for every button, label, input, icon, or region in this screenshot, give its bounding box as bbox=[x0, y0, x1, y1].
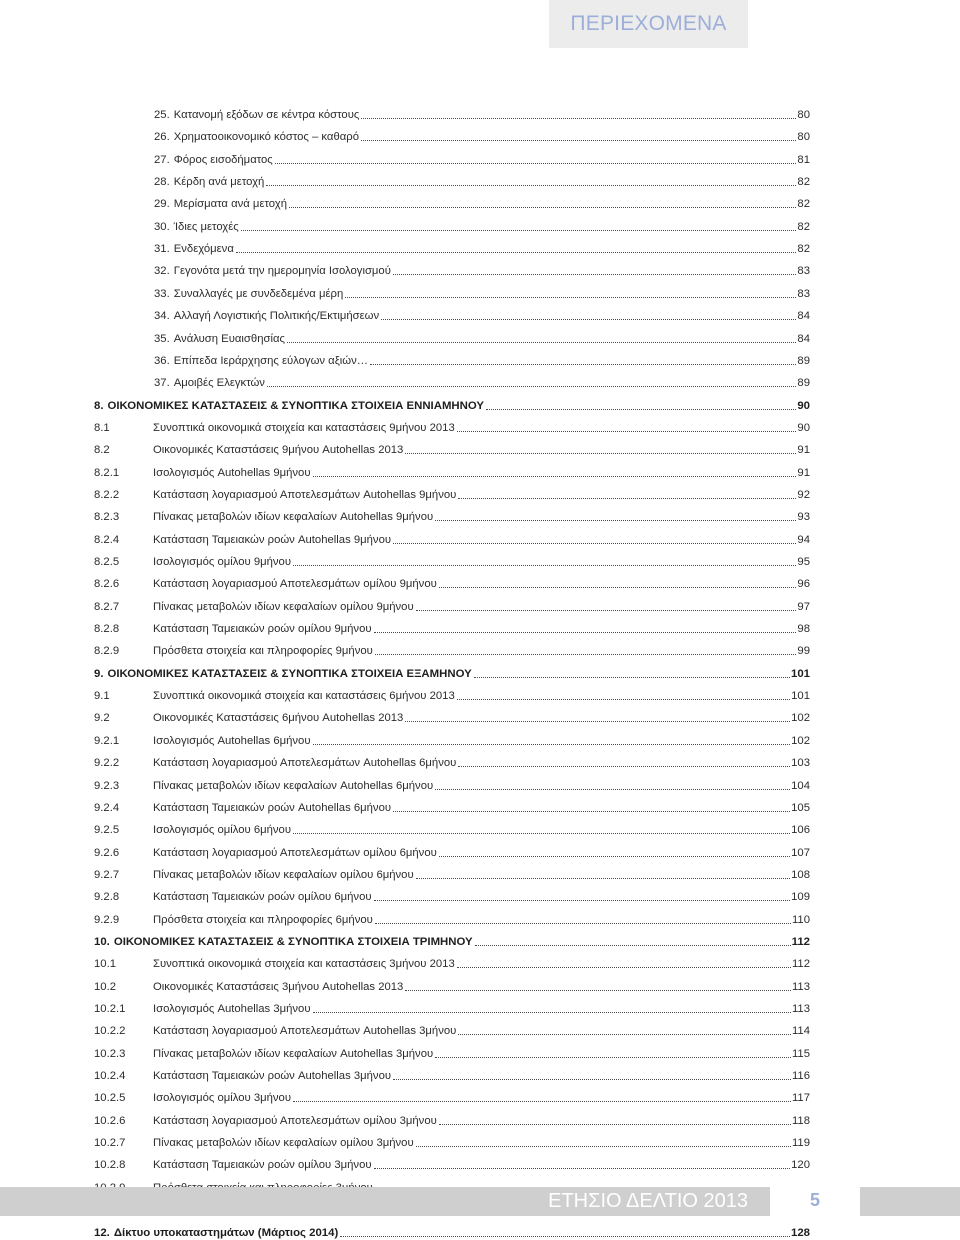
toc-title: Κατάσταση Ταμειακών ροών ομίλου 9μήνου bbox=[153, 623, 372, 636]
toc-number: 10.1 bbox=[94, 958, 116, 971]
toc-page-number: 97 bbox=[797, 600, 810, 613]
toc-dot-leader bbox=[293, 1091, 791, 1102]
toc-dot-leader bbox=[405, 443, 796, 454]
toc-row[interactable] bbox=[94, 728, 810, 748]
toc-row[interactable] bbox=[94, 437, 810, 457]
toc-row[interactable] bbox=[154, 124, 810, 144]
toc-row[interactable] bbox=[154, 281, 810, 301]
toc-title: Κατάσταση λογαριασμού Αποτελεσμάτων Autohellas 3μήνου bbox=[153, 1025, 457, 1038]
toc-number: 27. bbox=[154, 153, 170, 166]
toc-number: 9.2 bbox=[94, 712, 110, 725]
toc-title: Συνοπτικά οικονομικά στοιχεία και καταστάσεις 6μήνου 2013 bbox=[153, 690, 455, 703]
toc-number: 9.2.5 bbox=[94, 824, 120, 837]
toc-number: 9.2.2 bbox=[94, 757, 120, 770]
toc-dot-leader bbox=[361, 108, 796, 119]
toc-row[interactable] bbox=[154, 348, 810, 368]
toc-title: Πρόσθετα στοιχεία και πληροφορίες 9μήνου bbox=[153, 645, 373, 658]
toc-page-number: 105 bbox=[791, 801, 810, 814]
toc-page-number: 93 bbox=[797, 511, 810, 524]
toc-dot-leader bbox=[375, 644, 797, 655]
toc-dot-leader bbox=[287, 332, 796, 343]
toc-number: 9.2.4 bbox=[94, 801, 120, 814]
toc-row[interactable] bbox=[154, 147, 810, 167]
toc-number: 9.2.6 bbox=[94, 846, 120, 859]
toc-page-number: 128 bbox=[790, 1226, 810, 1239]
toc-title: Πίνακας μεταβολών ιδίων κεφαλαίων Autohellas 3μήνου bbox=[153, 1047, 434, 1060]
toc-title: ΟΙΚΟΝΟΜΙΚΕΣ ΚΑΤΑΣΤΑΣΕΙΣ & ΣΥΝΟΠΤΙΚΑ ΣΤΟΙΧΕΙΑ ΕΞΑΜΗΝΟΥ bbox=[107, 667, 472, 680]
toc-dot-leader bbox=[435, 510, 796, 521]
toc-section-row[interactable] bbox=[94, 661, 810, 681]
toc-dot-leader bbox=[236, 242, 797, 253]
toc-page-number: 112 bbox=[791, 958, 810, 971]
toc-title: Αλλαγή Λογιστικής Πολιτικής/Εκτιμήσεων bbox=[173, 310, 380, 323]
toc-page-number: 95 bbox=[797, 556, 810, 568]
toc-title: Πίνακας μεταβολών ιδίων κεφαλαίων Autohellas 6μήνου bbox=[153, 779, 434, 792]
toc-dot-leader bbox=[293, 555, 796, 566]
toc-number: 10.2 bbox=[94, 980, 116, 993]
toc-title: Πρόσθετα στοιχεία και πληροφορίες 6μήνου bbox=[153, 913, 373, 926]
toc-title: Κατάσταση Ταμειακών ροών ομίλου 6μήνου bbox=[153, 891, 372, 904]
toc-title: Πίνακας μεταβολών ιδίων κεφαλαίων ομίλου 3μήνου bbox=[153, 1137, 414, 1150]
toc-row[interactable] bbox=[94, 571, 810, 591]
toc-number: 8.2.1 bbox=[94, 466, 120, 479]
toc-number: 37. bbox=[154, 377, 170, 390]
toc-dot-leader bbox=[416, 600, 797, 611]
toc-title: Ισολογισμός ομίλου 3μήνου bbox=[153, 1092, 292, 1105]
page-header bbox=[549, 0, 748, 48]
toc-dot-leader bbox=[393, 533, 796, 544]
toc-title: Κατάσταση λογαριασμού Αποτελεσμάτων ομίλου 3μήνου bbox=[153, 1114, 437, 1127]
toc-row[interactable] bbox=[94, 527, 810, 547]
toc-page-number: 82 bbox=[797, 198, 810, 211]
toc-number: 8.2.5 bbox=[94, 556, 120, 568]
toc-page-number: 94 bbox=[797, 533, 810, 546]
toc-row[interactable] bbox=[94, 549, 810, 569]
toc-dot-leader bbox=[293, 823, 790, 834]
toc-title: Μερίσματα ανά μετοχή bbox=[173, 198, 287, 211]
toc-title: Κατάσταση λογαριασμού Αποτελεσμάτων Autohellas 9μήνου bbox=[153, 488, 457, 501]
toc-dot-leader bbox=[435, 1047, 791, 1058]
toc-title: Κατάσταση λογαριασμού Αποτελεσμάτων ομίλου 6μήνου bbox=[153, 846, 437, 859]
toc-page-number: 81 bbox=[797, 153, 810, 166]
toc-number: 9. bbox=[94, 667, 104, 680]
toc-page-number: 101 bbox=[790, 667, 810, 680]
toc-page-number: 116 bbox=[791, 1070, 810, 1083]
toc-dot-leader bbox=[241, 220, 797, 231]
toc-number: 10.2.3 bbox=[94, 1047, 126, 1060]
toc-row[interactable] bbox=[94, 974, 810, 994]
toc-page-number: 90 bbox=[797, 421, 810, 434]
toc-number: 9.2.8 bbox=[94, 891, 120, 904]
toc-number: 8.2.4 bbox=[94, 533, 120, 546]
toc-title: Δίκτυο υποκαταστημάτων (Μάρτιος 2014) bbox=[113, 1226, 339, 1239]
toc-number: 8. bbox=[94, 399, 104, 412]
toc-section-row[interactable] bbox=[94, 929, 810, 949]
toc-row[interactable] bbox=[154, 214, 810, 234]
toc-row[interactable] bbox=[154, 370, 810, 390]
toc-dot-leader bbox=[275, 153, 797, 164]
toc-title: Ενδεχόμενα bbox=[173, 243, 234, 256]
toc-row[interactable] bbox=[154, 303, 810, 323]
toc-number: 10.2.6 bbox=[94, 1114, 126, 1127]
toc-number: 34. bbox=[154, 310, 170, 323]
toc-dot-leader bbox=[458, 488, 796, 499]
toc-title: Χρηματοοικονομικό κόστος – καθαρό bbox=[173, 131, 359, 144]
toc-row[interactable] bbox=[94, 616, 810, 636]
toc-title: Αμοιβές Ελεγκτών bbox=[173, 377, 265, 390]
toc-page-number: 103 bbox=[791, 757, 810, 770]
toc-dot-leader bbox=[405, 980, 791, 991]
toc-number: 10.2.1 bbox=[94, 1003, 126, 1015]
toc-dot-leader bbox=[474, 667, 790, 678]
toc-title: Οικονομικές Καταστάσεις 6μήνου Autohellas 2013 bbox=[153, 712, 404, 725]
toc-section-row[interactable] bbox=[94, 393, 810, 413]
toc-page-number: 89 bbox=[797, 354, 810, 367]
toc-page-number: 114 bbox=[791, 1025, 810, 1038]
toc-title: Ισολογισμός Autohellas 9μήνου bbox=[153, 466, 311, 479]
toc-row[interactable] bbox=[94, 1085, 810, 1105]
toc-title: Κατάσταση λογαριασμού Αποτελεσμάτων Autohellas 6μήνου bbox=[153, 757, 457, 770]
toc-page-number: 112 bbox=[791, 935, 810, 948]
toc-page-number: 84 bbox=[797, 310, 810, 323]
toc-title: ΟΙΚΟΝΟΜΙΚΕΣ ΚΑΤΑΣΤΑΣΕΙΣ & ΣΥΝΟΠΤΙΚΑ ΣΤΟΙΧΕΙΑ ΤΡΙΜΗΝΟΥ bbox=[113, 935, 473, 948]
toc-dot-leader bbox=[375, 913, 791, 924]
toc-dot-leader bbox=[374, 1158, 791, 1169]
toc-number: 30. bbox=[154, 220, 170, 233]
toc-dot-leader bbox=[393, 801, 790, 812]
toc-title: Ισολογισμός ομίλου 9μήνου bbox=[153, 556, 292, 568]
toc-row[interactable] bbox=[94, 594, 810, 614]
toc-title: ΟΙΚΟΝΟΜΙΚΕΣ ΚΑΤΑΣΤΑΣΕΙΣ & ΣΥΝΟΠΤΙΚΑ ΣΤΟΙΧΕΙΑ ΕΝΝΙΑΜΗΝΟΥ bbox=[107, 399, 485, 412]
toc-dot-leader bbox=[435, 779, 790, 790]
toc-page-number: 108 bbox=[791, 868, 810, 881]
toc-number: 10.2.4 bbox=[94, 1070, 126, 1083]
toc-dot-leader bbox=[381, 309, 796, 320]
toc-page-number: 101 bbox=[791, 690, 810, 703]
toc-dot-leader bbox=[458, 1024, 791, 1035]
toc-row[interactable] bbox=[154, 169, 810, 189]
toc-dot-leader bbox=[475, 935, 791, 946]
toc-title: Κατάσταση λογαριασμού Αποτελεσμάτων ομίλου 9μήνου bbox=[153, 578, 437, 591]
toc-title: Ισολογισμός ομίλου 6μήνου bbox=[153, 824, 292, 837]
toc-dot-leader bbox=[416, 1136, 791, 1147]
toc-title: Συνοπτικά οικονομικά στοιχεία και καταστάσεις 9μήνου 2013 bbox=[153, 421, 455, 434]
toc-row[interactable] bbox=[94, 1063, 810, 1083]
toc-page-number: 83 bbox=[797, 287, 810, 300]
toc-number: 25. bbox=[154, 109, 170, 121]
toc-page-number: 91 bbox=[797, 444, 810, 457]
toc-title: Πίνακας μεταβολών ιδίων κεφαλαίων Autohellas 9μήνου bbox=[153, 511, 434, 524]
toc-page-number: 106 bbox=[791, 824, 810, 837]
toc-title: Ίδιες μετοχές bbox=[173, 220, 239, 233]
toc-row[interactable] bbox=[94, 795, 810, 815]
toc-dot-leader bbox=[486, 399, 796, 410]
toc-page-number: 80 bbox=[797, 131, 810, 144]
toc-dot-leader bbox=[374, 622, 797, 633]
toc-dot-leader bbox=[289, 197, 796, 208]
toc-number: 8.2.6 bbox=[94, 578, 120, 591]
toc-page-number: 96 bbox=[797, 578, 810, 591]
toc-number: 8.2.7 bbox=[94, 600, 120, 613]
toc-dot-leader bbox=[393, 264, 797, 275]
toc-number: 29. bbox=[154, 198, 170, 211]
toc-row[interactable] bbox=[94, 773, 810, 793]
toc-number: 12. bbox=[94, 1226, 110, 1239]
toc-row[interactable] bbox=[94, 1130, 810, 1150]
toc-page-number: 113 bbox=[791, 980, 810, 993]
toc-dot-leader bbox=[361, 130, 796, 141]
toc-number: 8.2.2 bbox=[94, 488, 120, 501]
toc-row[interactable] bbox=[94, 817, 810, 837]
toc-number: 28. bbox=[154, 176, 170, 189]
toc-number: 33. bbox=[154, 287, 170, 300]
toc-number: 10.2.2 bbox=[94, 1025, 126, 1038]
page-number: 5 bbox=[770, 1182, 860, 1219]
toc-title: Κατανομή εξόδων σε κέντρα κόστους bbox=[173, 109, 360, 121]
toc-row[interactable] bbox=[94, 705, 810, 725]
toc-number: 36. bbox=[154, 354, 170, 367]
toc-row[interactable] bbox=[154, 191, 810, 211]
toc-dot-leader bbox=[313, 734, 791, 745]
toc-row[interactable] bbox=[94, 1018, 810, 1038]
toc-dot-leader bbox=[313, 466, 797, 477]
toc-title: Κατάσταση Ταμειακών ροών Autohellas 3μήνου bbox=[153, 1070, 392, 1083]
toc-title: Φόρος εισοδήματος bbox=[173, 153, 273, 166]
toc-row[interactable] bbox=[94, 415, 810, 435]
toc-number: 8.2 bbox=[94, 444, 110, 457]
toc-dot-leader bbox=[439, 846, 790, 857]
toc-page-number: 98 bbox=[797, 623, 810, 636]
toc-row[interactable] bbox=[94, 750, 810, 770]
toc-row[interactable] bbox=[94, 1108, 810, 1128]
toc-dot-leader bbox=[457, 957, 791, 968]
toc-number: 8.2.8 bbox=[94, 623, 120, 636]
toc-number: 8.2.9 bbox=[94, 645, 120, 658]
toc-title: Συναλλαγές με συνδεδεμένα μέρη bbox=[173, 287, 344, 300]
page-title: ΠΕΡΙΕΧΟΜΕΝΑ bbox=[570, 12, 727, 35]
toc-title: Πίνακας μεταβολών ιδίων κεφαλαίων ομίλου 6μήνου bbox=[153, 868, 414, 881]
toc-row[interactable] bbox=[154, 102, 810, 122]
toc-number: 10.2.8 bbox=[94, 1159, 126, 1172]
toc-row[interactable] bbox=[154, 326, 810, 346]
toc-dot-leader bbox=[313, 1002, 791, 1013]
toc-title: Κατάσταση Ταμειακών ροών ομίλου 3μήνου bbox=[153, 1159, 372, 1172]
footer-title: ΕΤΗΣΙΟ ΔΕΛΤΙΟ 2013 bbox=[548, 1190, 748, 1212]
toc-page-number: 102 bbox=[791, 712, 810, 725]
toc-dot-leader bbox=[457, 689, 790, 700]
toc-page-number: 117 bbox=[791, 1092, 810, 1105]
toc-number: 8.1 bbox=[94, 421, 110, 434]
toc-row[interactable] bbox=[154, 236, 810, 256]
toc-title: Κέρδη ανά μετοχή bbox=[173, 176, 265, 189]
toc-page-number: 82 bbox=[797, 176, 810, 189]
toc-number: 35. bbox=[154, 332, 170, 345]
toc-number: 9.2.3 bbox=[94, 779, 120, 792]
toc-page-number: 104 bbox=[791, 779, 810, 792]
toc-title: Ισολογισμός Autohellas 3μήνου bbox=[153, 1003, 311, 1015]
toc-title: Συνοπτικά οικονομικά στοιχεία και καταστάσεις 3μήνου 2013 bbox=[153, 958, 455, 971]
toc-number: 9.2.1 bbox=[94, 734, 120, 747]
toc-row[interactable] bbox=[94, 907, 810, 927]
toc-row[interactable] bbox=[94, 460, 810, 480]
toc-dot-leader bbox=[267, 376, 796, 387]
toc-row[interactable] bbox=[94, 951, 810, 971]
toc-title: Οικονομικές Καταστάσεις 3μήνου Autohellas 2013 bbox=[153, 980, 404, 993]
toc-page-number: 92 bbox=[797, 488, 810, 501]
toc-title: Επίπεδα Ιεράρχησης εύλογων αξιών… bbox=[173, 354, 369, 367]
toc-number: 8.2.3 bbox=[94, 511, 120, 524]
toc-page-number: 89 bbox=[797, 377, 810, 390]
toc-row[interactable] bbox=[94, 1152, 810, 1172]
toc-section-row[interactable] bbox=[94, 1220, 810, 1240]
toc-page-number: 109 bbox=[791, 891, 810, 904]
toc-number: 9.2.7 bbox=[94, 868, 120, 881]
toc-row[interactable] bbox=[94, 996, 810, 1016]
toc-number: 10.2.7 bbox=[94, 1137, 126, 1150]
toc-row[interactable] bbox=[94, 1041, 810, 1061]
toc-page-number: 102 bbox=[791, 734, 810, 747]
toc-title: Οικονομικές Καταστάσεις 9μήνου Autohellas 2013 bbox=[153, 444, 404, 457]
toc-title: Ανάλυση Ευαισθησίας bbox=[173, 332, 285, 345]
toc-number: 10.2.5 bbox=[94, 1092, 126, 1105]
toc-page-number: 110 bbox=[791, 913, 810, 926]
toc-row[interactable] bbox=[154, 258, 810, 278]
toc-page-number: 83 bbox=[797, 265, 810, 278]
toc-title: Γεγονότα μετά την ημερομηνία Ισολογισμού bbox=[173, 265, 391, 278]
toc-row[interactable] bbox=[94, 862, 810, 882]
toc-title: Κατάσταση Ταμειακών ροών Autohellas 9μήνου bbox=[153, 533, 392, 546]
toc-dot-leader bbox=[266, 175, 796, 186]
toc-page-number: 113 bbox=[791, 1003, 810, 1015]
toc-page-number: 82 bbox=[797, 243, 810, 256]
toc-dot-leader bbox=[457, 421, 797, 432]
toc-dot-leader bbox=[374, 890, 791, 901]
toc-page-number: 119 bbox=[791, 1137, 810, 1150]
toc-dot-leader bbox=[416, 868, 790, 879]
toc-row[interactable] bbox=[94, 683, 810, 703]
toc-page-number: 107 bbox=[791, 846, 810, 859]
toc-number: 32. bbox=[154, 265, 170, 278]
toc-dot-leader bbox=[345, 287, 796, 298]
toc-page-number: 91 bbox=[797, 466, 810, 479]
toc-dot-leader bbox=[439, 1114, 791, 1125]
toc-title: Πίνακας μεταβολών ιδίων κεφαλαίων ομίλου 9μήνου bbox=[153, 600, 414, 613]
toc-row[interactable] bbox=[94, 840, 810, 860]
toc-dot-leader bbox=[340, 1226, 790, 1237]
toc-page-number: 118 bbox=[791, 1114, 810, 1127]
toc-page-number: 99 bbox=[797, 645, 810, 658]
toc-dot-leader bbox=[370, 354, 796, 365]
toc-page-number: 115 bbox=[791, 1047, 810, 1060]
toc-page-number: 90 bbox=[797, 399, 810, 412]
toc-dot-leader bbox=[393, 1069, 791, 1080]
toc-page-number: 82 bbox=[797, 220, 810, 233]
toc-row[interactable] bbox=[94, 884, 810, 904]
toc-number: 26. bbox=[154, 131, 170, 144]
toc-page-number: 120 bbox=[791, 1159, 810, 1172]
toc-number: 9.2.9 bbox=[94, 913, 120, 926]
toc-number: 9.1 bbox=[94, 690, 110, 703]
toc-row[interactable] bbox=[94, 482, 810, 502]
toc-title: Κατάσταση Ταμειακών ροών Autohellas 6μήνου bbox=[153, 801, 392, 814]
toc-page-number: 84 bbox=[797, 332, 810, 345]
toc-dot-leader bbox=[439, 577, 797, 588]
toc-page-number: 80 bbox=[797, 109, 810, 121]
toc-title: Ισολογισμός Autohellas 6μήνου bbox=[153, 734, 311, 747]
toc-number: 31. bbox=[154, 243, 170, 256]
toc-dot-leader bbox=[405, 711, 790, 722]
toc-dot-leader bbox=[458, 756, 790, 767]
toc-row[interactable] bbox=[94, 638, 810, 658]
toc-row[interactable] bbox=[94, 504, 810, 524]
toc-number: 10. bbox=[94, 935, 110, 948]
